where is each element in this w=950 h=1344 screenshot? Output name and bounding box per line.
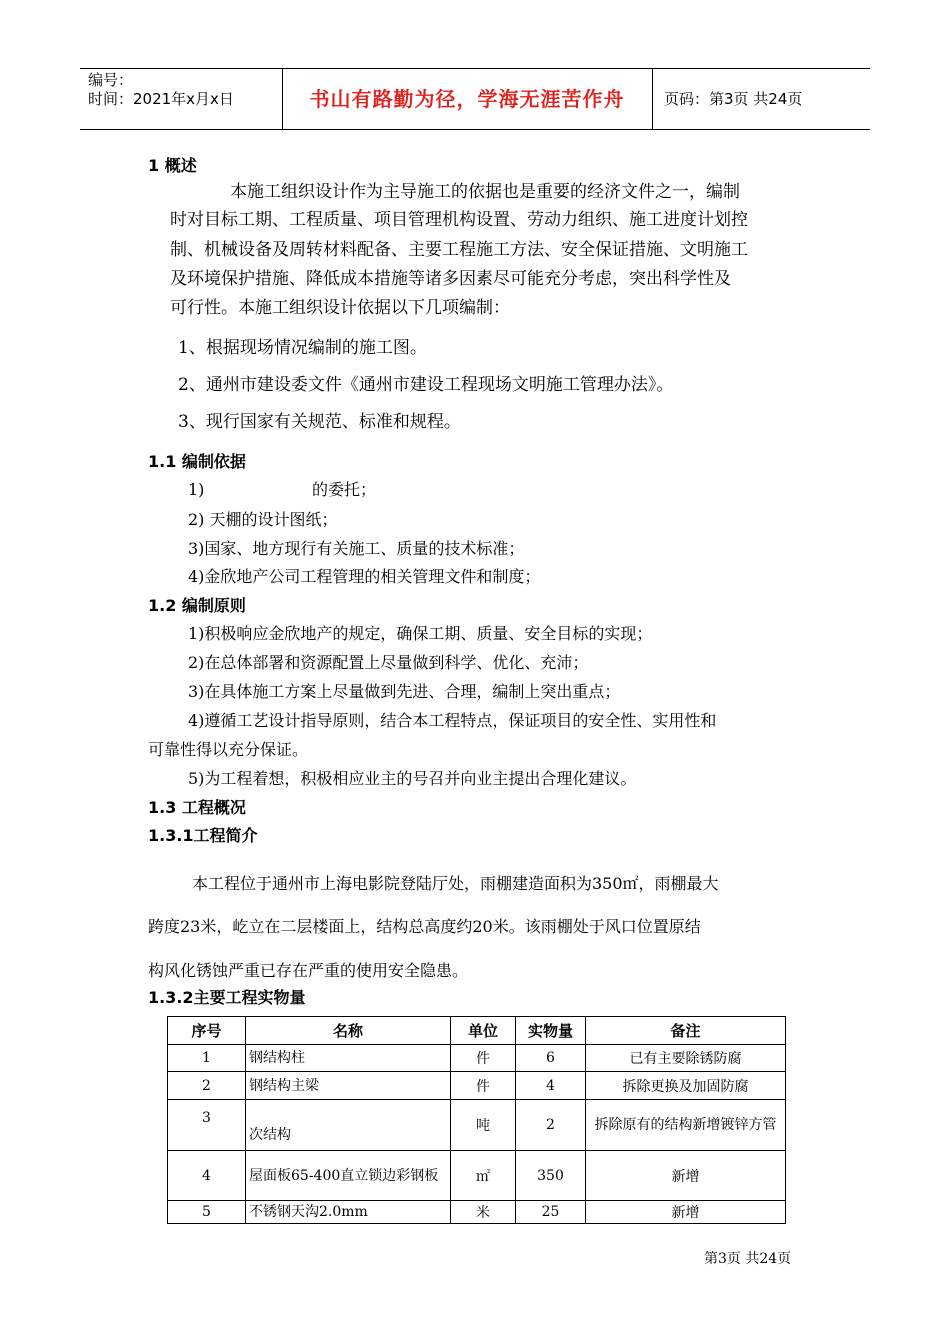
column-header: 序号	[168, 1017, 246, 1045]
section-1-list-item: 2、通州市建设委文件《通州市建设工程现场文明施工管理办法》。	[178, 375, 674, 395]
section-1-paragraph-line: 可行性。本施工组织设计依据以下几项编制：	[170, 298, 510, 318]
header-page-number: 页码：第3页 共24页	[664, 90, 803, 108]
cell-note: 拆除原有的结构新增镀锌方管	[586, 1100, 786, 1151]
cell-unit: 吨	[451, 1100, 516, 1151]
cell-unit: 米	[451, 1201, 516, 1224]
section-1-list-item: 3、现行国家有关规范、标准和规程。	[178, 412, 461, 432]
section-1-1-heading: 1.1 编制依据	[148, 452, 246, 471]
cell-unit: 件	[451, 1072, 516, 1100]
cell-no: 1	[168, 1045, 246, 1072]
section-1-3-2-heading: 1.3.2主要工程实物量	[148, 988, 306, 1007]
principle-item: 5)为工程着想，积极相应业主的号召并向业主提出合理化建议。	[188, 769, 637, 788]
table-row	[168, 1201, 786, 1224]
column-header: 实物量	[516, 1017, 586, 1045]
cell-note: 拆除更换及加固防腐	[586, 1072, 786, 1100]
table-row	[168, 1151, 786, 1201]
section-1-list-item: 1、根据现场情况编制的施工图。	[178, 338, 427, 358]
cell-name: 钢结构柱	[246, 1045, 451, 1072]
section-1-2-heading: 1.2 编制原则	[148, 596, 246, 615]
header-motto: 书山有路勤为径，学海无涯苦作舟	[309, 87, 625, 111]
cell-name: 屋面板65-400直立锁边彩钢板	[246, 1151, 451, 1201]
basis-item-text: 的委托；	[312, 480, 377, 499]
project-intro-line: 跨度23米，屹立在二层楼面上，结构总高度约20米。该雨棚处于风口位置原结	[148, 917, 701, 936]
cell-no: 2	[168, 1072, 246, 1100]
cell-note: 已有主要除锈防腐	[586, 1045, 786, 1072]
section-1-3-heading: 1.3 工程概况	[148, 798, 246, 817]
basis-item: 4)金欣地产公司工程管理的相关管理文件和制度；	[188, 567, 541, 586]
cell-qty: 25	[516, 1201, 586, 1224]
table-row	[168, 1100, 786, 1151]
cell-unit: 件	[451, 1045, 516, 1072]
section-1-paragraph-line: 时对目标工期、工程质量、项目管理机构设置、劳动力组织、施工进度计划控	[170, 210, 748, 230]
cell-no: 5	[168, 1201, 246, 1224]
principle-item: 1)积极响应金欣地产的规定，确保工期、质量、安全目标的实现；	[188, 624, 653, 643]
principle-item: 3)在具体施工方案上尽量做到先进、合理，编制上突出重点；	[188, 682, 621, 701]
column-header: 名称	[246, 1017, 451, 1045]
header-divider	[652, 69, 653, 129]
section-1-paragraph-line: 制、机械设备及周转材料配备、主要工程施工方法、安全保证措施、文明施工	[170, 240, 748, 260]
quantities-table	[167, 1016, 786, 1224]
section-1-3-1-heading: 1.3.1工程简介	[148, 826, 258, 845]
section-1-paragraph-line: 本施工组织设计作为主导施工的依据也是重要的经济文件之一，编制	[230, 182, 740, 202]
principle-item-continuation: 可靠性得以充分保证。	[148, 740, 309, 759]
column-header: 单位	[451, 1017, 516, 1045]
basis-item: 3)国家、地方现行有关施工、质量的技术标准；	[188, 539, 525, 558]
footer-page-number: 第3页 共24页	[704, 1251, 792, 1267]
cell-qty: 6	[516, 1045, 586, 1072]
cell-qty: 4	[516, 1072, 586, 1100]
table-row	[168, 1072, 786, 1100]
table-header-row	[168, 1017, 786, 1045]
cell-name: 次结构	[246, 1100, 451, 1151]
page-header	[80, 68, 870, 130]
doc-time-label: 时间：2021年x月x日	[88, 90, 234, 108]
section-1-paragraph-line: 及环境保护措施、降低成本措施等诸多因素尽可能充分考虑，突出科学性及	[170, 269, 731, 289]
cell-qty: 350	[516, 1151, 586, 1201]
header-meta	[88, 71, 283, 109]
basis-item: 2) 天棚的设计图纸；	[188, 510, 338, 529]
principle-item: 4)遵循工艺设计指导原则，结合本工程特点，保证项目的安全性、实用性和	[188, 711, 717, 730]
cell-name: 钢结构主梁	[246, 1072, 451, 1100]
cell-no: 4	[168, 1151, 246, 1201]
cell-note: 新增	[586, 1201, 786, 1224]
cell-note: 新增	[586, 1151, 786, 1201]
cell-unit: ㎡	[451, 1151, 516, 1201]
table-row	[168, 1045, 786, 1072]
doc-number-label: 编号：	[88, 71, 134, 89]
cell-no: 3	[168, 1100, 246, 1151]
basis-item-number: 1)	[188, 480, 205, 499]
column-header: 备注	[586, 1017, 786, 1045]
cell-qty: 2	[516, 1100, 586, 1151]
cell-name: 不锈钢天沟2.0mm	[246, 1201, 451, 1224]
project-intro-line: 本工程位于通州市上海电影院登陆厅处，雨棚建造面积为350㎡，雨棚最大	[192, 874, 719, 893]
principle-item: 2)在总体部署和资源配置上尽量做到科学、优化、充沛；	[188, 653, 589, 672]
project-intro-line: 构风化锈蚀严重已存在严重的使用安全隐患。	[148, 961, 469, 980]
section-1-heading: 1 概述	[148, 156, 197, 175]
